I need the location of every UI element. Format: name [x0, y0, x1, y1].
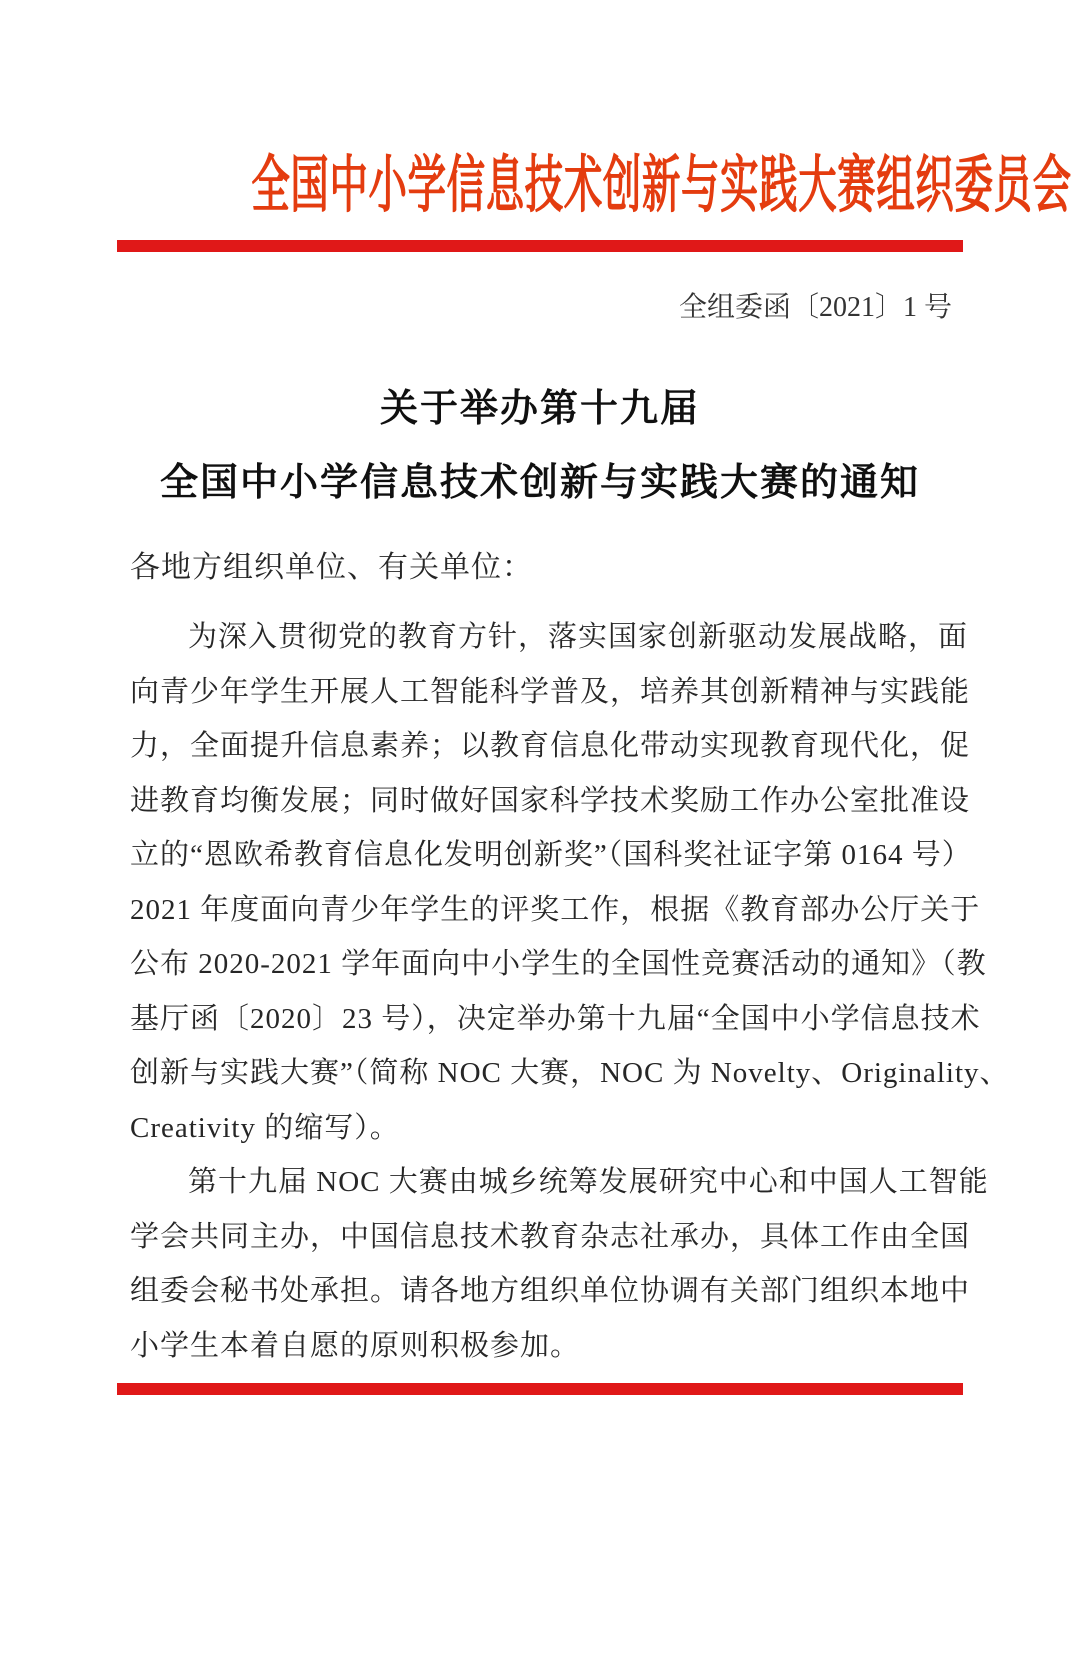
body-line: 力，全面提升信息素养；以教育信息化带动实现教育现代化，促: [130, 730, 971, 762]
doc-number: 全组委函〔2021〕1 号: [678, 292, 952, 323]
doc-title: [0, 372, 1080, 520]
body-line: 立的“恩欧希教育信息化发明创新奖”（国科奖社证字第 0164 号）: [130, 839, 972, 871]
body-paragraph-2: [130, 1155, 989, 1373]
letterhead-divider-rule: [117, 240, 963, 252]
body-line: 向青少年学生开展人工智能科学普及，培养其创新精神与实践能: [130, 675, 971, 708]
body-line: 公布 2020-2021 学年面向中小学生的全国性竞赛活动的通知》（教: [130, 948, 987, 980]
body-line: 组委会秘书处承担。请各地方组织单位协调有关部门组织本地中: [130, 1275, 971, 1307]
doc-title-line2: 全国中小学信息技术创新与实践大赛的通知: [159, 462, 920, 504]
body-line: 2021 年度面向青少年学生的评奖工作，根据《教育部办公厅关于: [130, 893, 981, 926]
body-line: 为深入贯彻党的教育方针，落实国家创新驱动发展战略，面: [188, 621, 969, 653]
body-line: 创新与实践大赛”（简称 NOC 大赛，NOC 为 Novelty、Originality、: [130, 1057, 1010, 1089]
letterhead-org-title: 全国中小学信息技术创新与实践大赛组织委员会: [251, 152, 1072, 220]
footer-divider-rule: [117, 1383, 963, 1395]
official-notice-page: [0, 146, 1080, 1673]
body-line: Creativity 的缩写）。: [130, 1111, 400, 1144]
body-paragraph-1: [130, 610, 1010, 1155]
body-line: 基厅函〔2020〕23 号），决定举办第十九届“全国中小学信息技术: [130, 1002, 981, 1035]
doc-content: [0, 546, 1080, 1373]
doc-title-line1: 关于举办第十九届: [379, 388, 700, 430]
body-line: 第十九届 NOC 大赛由城乡统筹发展研究中心和中国人工智能: [188, 1166, 989, 1198]
body-line: 学会共同主办，中国信息技术教育杂志社承办，具体工作由全国: [130, 1220, 971, 1253]
letterhead: [0, 146, 1080, 226]
body-line: 小学生本着自愿的原则积极参加。: [130, 1329, 581, 1362]
body-line: 进教育均衡发展；同时做好国家科学技术奖励工作办公室批准设: [130, 784, 971, 817]
salutation: 各地方组织单位、有关单位：: [130, 551, 533, 584]
